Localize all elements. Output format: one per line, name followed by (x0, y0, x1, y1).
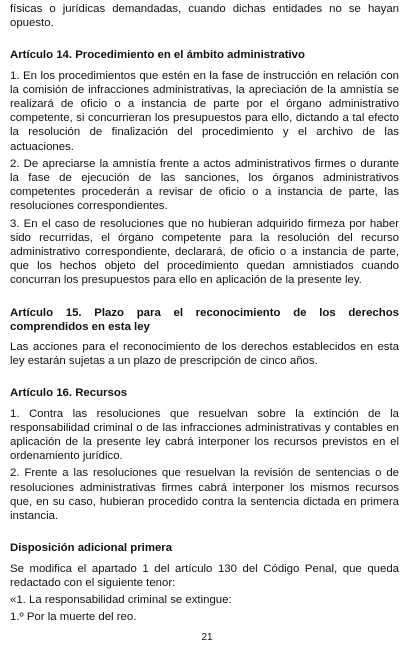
article-14-heading: Artículo 14. Procedimiento en el ámbito administrativo (10, 49, 305, 62)
article-15-paragraph-1: Las acciones para el reconocimiento de los derechos establecidos en esta ley estarán sujetas a un plazo de prescripción de cinco años. (10, 341, 399, 368)
article-14-paragraph-1: 1. En los procedimientos que estén en la fase de instrucción en relación con la comisión de infracciones administrativas, la apreciación de la amnistía se realizará de oficio o a instancia de parte por el órgano administrativo competente, si concurrieran los presupuestos para ello, dictando a tal efecto la resolución de finalización del procedimiento y el archivo de las actuaciones. (10, 69, 399, 153)
additional-provision-heading: Disposición adicional primera (10, 542, 173, 555)
article-15-section (10, 306, 399, 369)
article-14-section (10, 48, 399, 287)
additional-provision-paragraph-3: 1.º Por la muerte del reo. (10, 611, 137, 624)
article-16-paragraph-1: 1. Contra las resoluciones que resuelvan sobre la extinción de la responsabilidad criminal o de las infracciones administrativas y contables en aplicación de la presente ley cabrá interponer los recursos previstos en el ordenamiento jurídico. (10, 407, 399, 463)
article-14-paragraph-2: 2. De apreciarse la amnistía frente a actos administrativos firmes o durante la fase de ejecución de las sanciones, los órganos administrativos competentes procederán a revisar de oficio o a instancia de parte, las resoluciones correspondientes. (10, 157, 399, 213)
spacer (10, 368, 399, 386)
article-16-heading: Artículo 16. Recursos (10, 387, 128, 400)
additional-provision-paragraph-1: Se modifica el apartado 1 del artículo 130 del Código Penal, que queda redactado con el siguiente tenor: (10, 562, 399, 589)
additional-provision-section (10, 541, 399, 624)
document-page (10, 2, 399, 624)
spacer (10, 523, 399, 541)
spacer (10, 30, 399, 48)
spacer (10, 288, 399, 306)
additional-provision-paragraph-2: «1. La responsabilidad criminal se extingue: (10, 593, 232, 606)
article-15-heading: Artículo 15. Plazo para el reconocimiento de los derechos comprendidos en esta ley (10, 306, 399, 333)
article-16-section (10, 386, 399, 523)
page-number: 21 (201, 632, 213, 643)
opening-paragraph: físicas o jurídicas demandadas, cuando dichas entidades no se hayan opuesto. (10, 3, 399, 30)
article-16-paragraph-2: 2. Frente a las resoluciones que resuelvan la revisión de sentencias o de resoluciones administrativas firmes cabrá interponer los mismos recursos que, en su caso, hubieran procedido contra la sentencia dictada en primera instancia. (10, 467, 399, 523)
article-14-paragraph-3: 3. En el caso de resoluciones que no hubieran adquirido firmeza por haber sido recurridas, el órgano competente para la resolución del recurso administrativo correspondiente, declarará, de oficio o a instancia de parte, que los hechos objeto del procedimiento quedan amnistiados cuando concurran los presupuestos para ello en aplicación de la presente ley. (10, 217, 399, 287)
